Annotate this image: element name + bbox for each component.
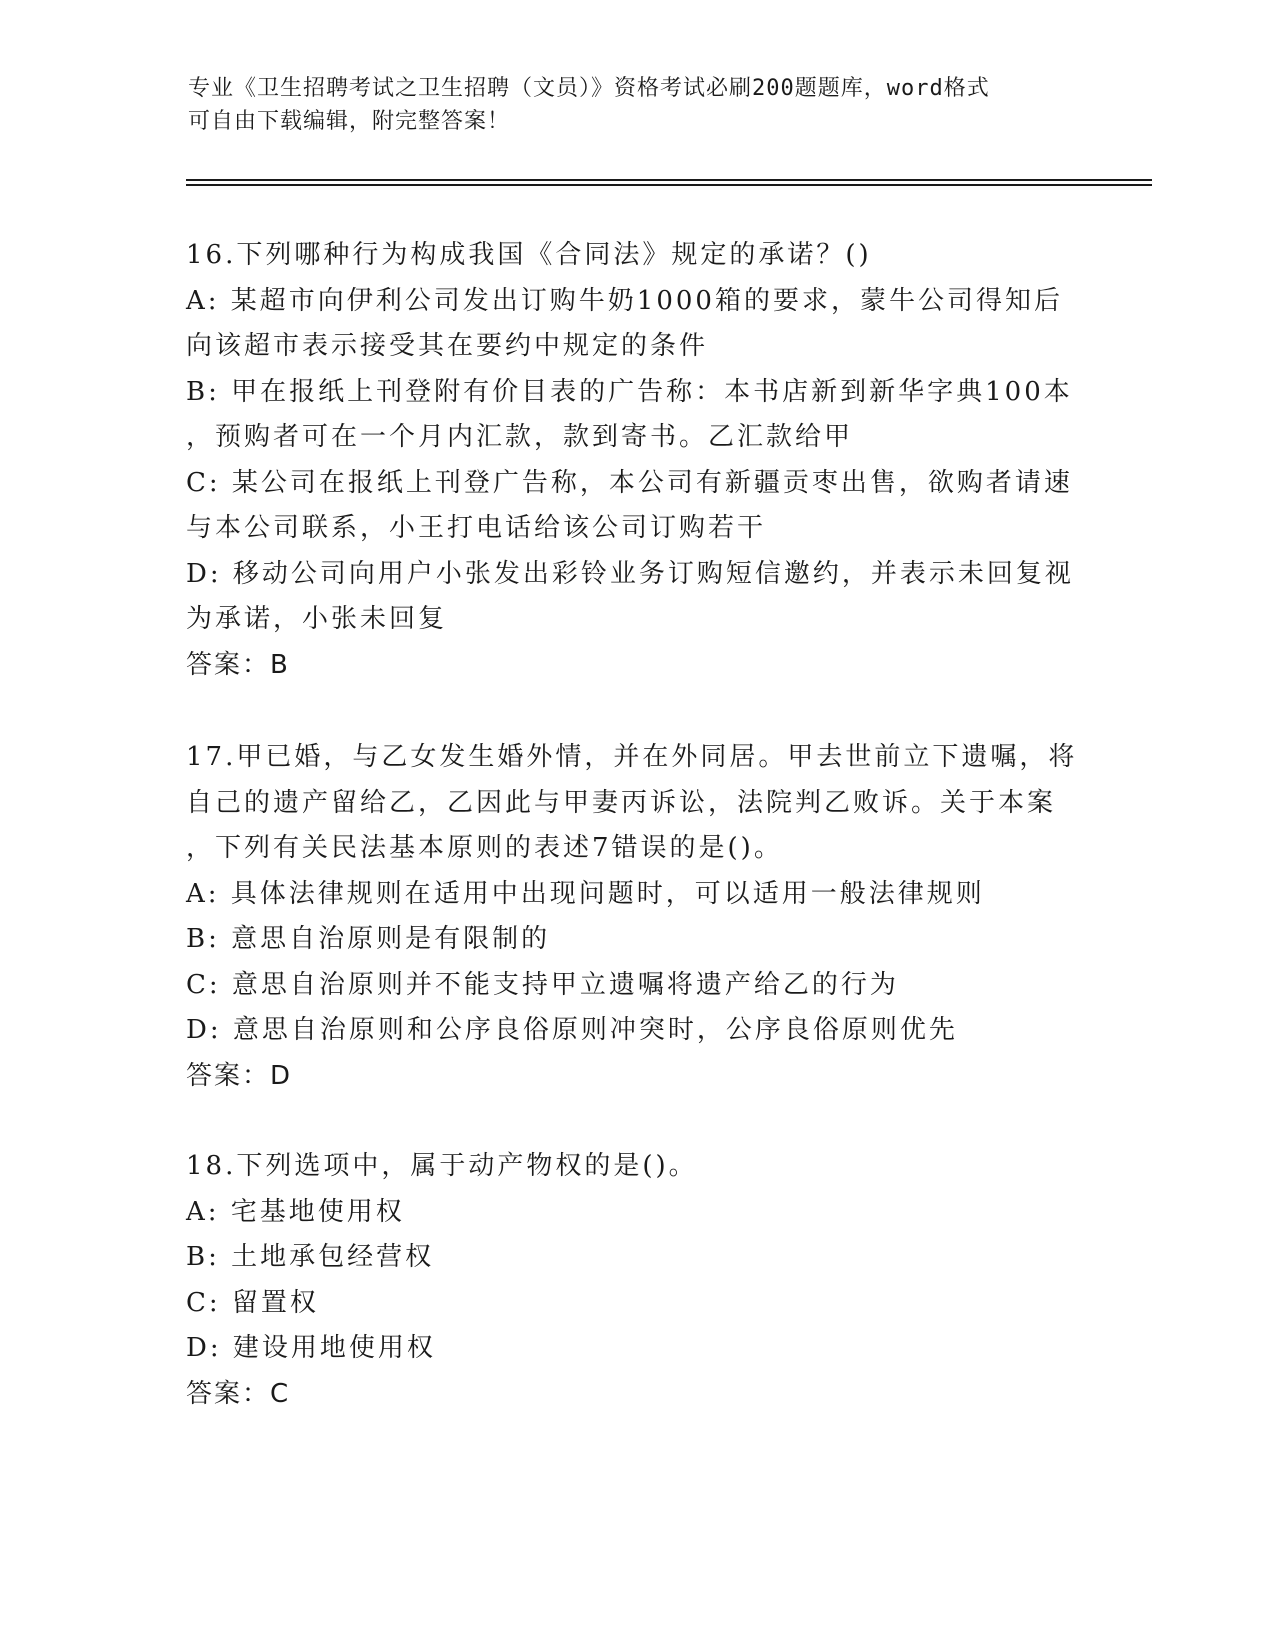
question-stem-continued: 自己的遗产留给乙，乙因此与甲妻丙诉讼，法院判乙败诉。关于本案	[186, 787, 1057, 818]
question-stem: 16.下列哪种行为构成我国《合同法》规定的承诺？()	[186, 240, 872, 270]
option-c: C: 留置权	[186, 1287, 319, 1318]
header-divider-bottom	[186, 184, 1152, 186]
answer-label: 答案：B	[186, 649, 290, 680]
answer-label: 答案：D	[186, 1060, 293, 1091]
question-stem: 18.下列选项中，属于动产物权的是()。	[186, 1151, 698, 1181]
option-a-continued: 向该超市表示接受其在要约中规定的条件	[186, 331, 709, 361]
question-stem: 17.甲已婚，与乙女发生婚外情，并在外同居。甲去世前立下遗嘱，将	[186, 742, 1078, 772]
question-17	[186, 735, 1086, 1099]
option-a: A: 宅基地使用权	[186, 1196, 405, 1227]
question-stem-continued: ，下列有关民法基本原则的表述7错误的是()。	[186, 833, 783, 863]
option-a: A: 某超市向伊利公司发出订购牛奶1000箱的要求，蒙牛公司得知后	[186, 285, 1063, 316]
document-header	[188, 72, 1088, 138]
option-b-continued: ，预购者可在一个月内汇款，款到寄书。乙汇款给甲	[186, 422, 854, 452]
option-a: A: 具体法律规则在适用中出现问题时，可以适用一般法律规则	[186, 878, 985, 909]
question-16	[186, 233, 1086, 688]
option-b: B: 土地承包经营权	[186, 1242, 435, 1272]
option-d: D: 移动公司向用户小张发出彩铃业务订购短信邀约，并表示未回复视	[186, 558, 1074, 589]
option-d: D: 意思自治原则和公序良俗原则冲突时，公序良俗原则优先	[186, 1015, 958, 1045]
option-d-continued: 为承诺，小张未回复	[186, 604, 448, 634]
header-line-2: 可自由下载编辑，附完整答案！	[188, 109, 511, 134]
option-b: B: 意思自治原则是有限制的	[186, 924, 551, 954]
option-d: D: 建设用地使用权	[186, 1333, 436, 1363]
option-b: B: 甲在报纸上刊登附有价目表的广告称：本书店新到新华字典100本	[186, 376, 1073, 407]
option-c-continued: 与本公司联系，小王打电话给该公司订购若干	[186, 513, 767, 543]
header-line-1: 专业《卫生招聘考试之卫生招聘（文员）》资格考试必刷200题题库，word格式	[188, 76, 990, 101]
header-divider-top	[186, 179, 1152, 181]
option-c: C: 意思自治原则并不能支持甲立遗嘱将遗产给乙的行为	[186, 969, 899, 1000]
answer-label: 答案：C	[186, 1378, 291, 1409]
option-c: C: 某公司在报纸上刊登广告称，本公司有新疆贡枣出售，欲购者请速	[186, 467, 1073, 498]
question-18	[186, 1144, 1086, 1417]
